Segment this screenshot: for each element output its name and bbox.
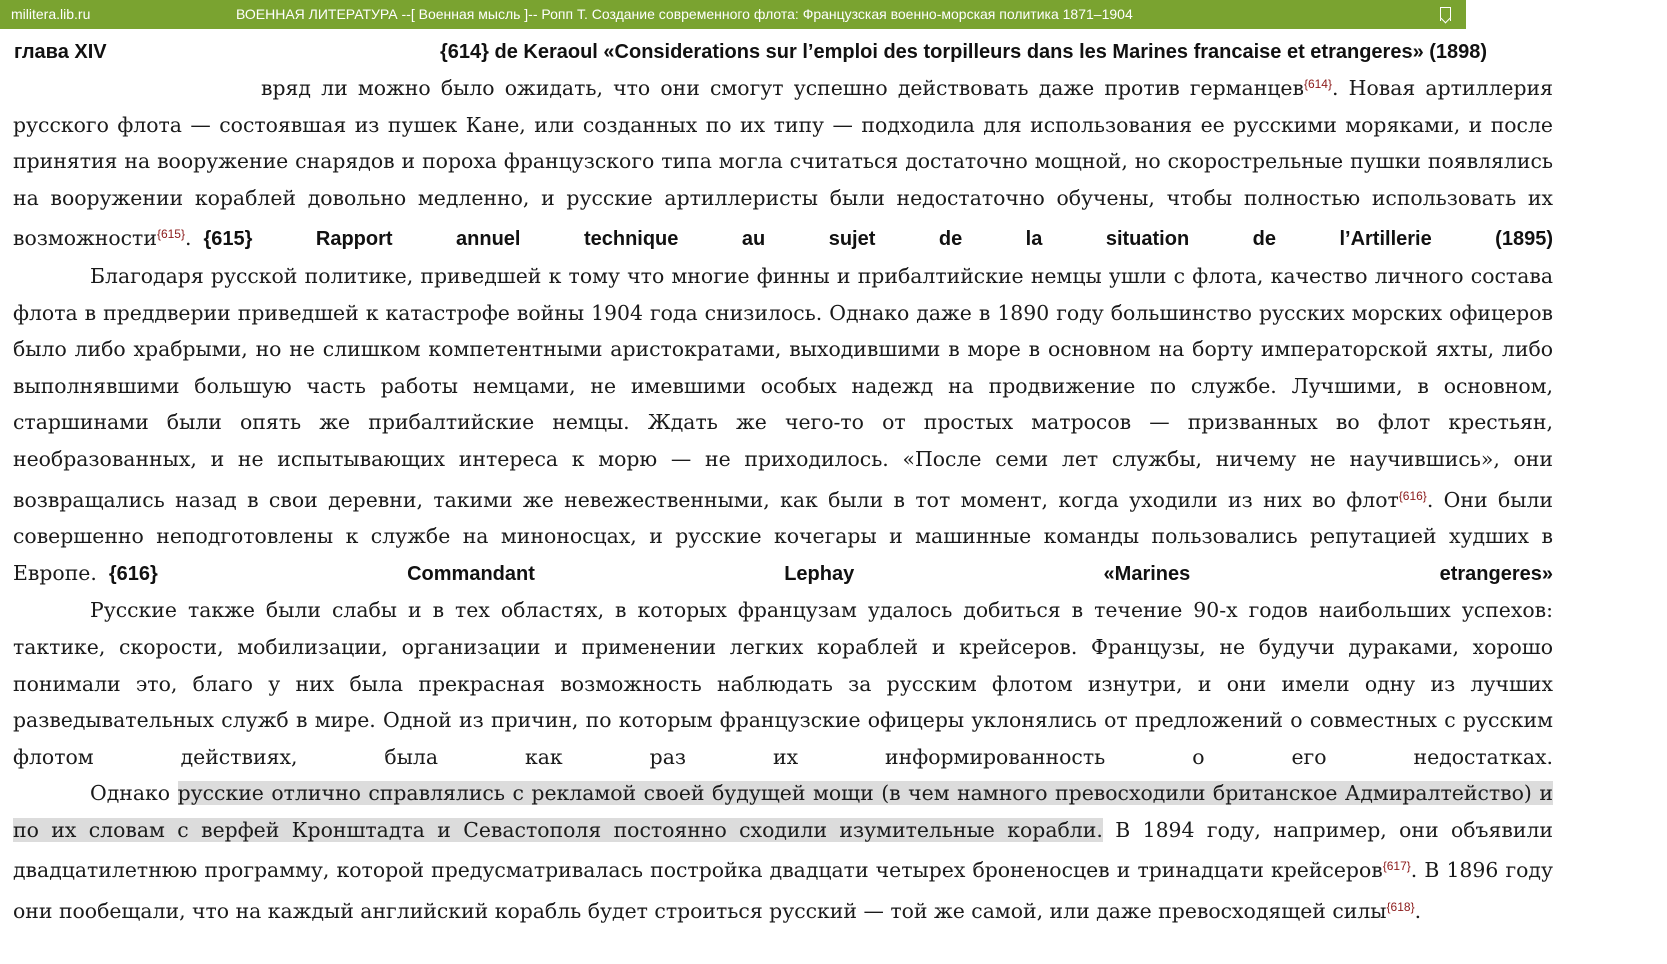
footnote-ref-618[interactable]: {618}	[1386, 900, 1415, 915]
paragraph-4: Однако русские отлично справлялись с рекламой своей будущей мощи (в чем намного превосходили британское Адмиралтейство) и по их словам с верфей Кронштадта и Севастополя постоянно сходили изумительные корабли. В 1894 году, например, они объявили двадцатилетнюю программу, которой предусматривалась постройка двадцати четырех броненосцев и тринадцати крейсеров$^{\{617\}}$. В 1896 году они пообещали, что на каждый английский корабль будет строиться русский — той же самой, или даже превосходящей силы$^{\{618\}}$.	[13, 781, 1553, 924]
footnote-ref-616[interactable]: {616}	[1398, 488, 1427, 503]
page-title: ВОЕННАЯ ЛИТЕРАТУРА --[ Военная мысль ]-- Ропп Т. Создание современного флота: Французская военно-морская политика 1871–1904	[236, 6, 1133, 22]
footnote-ref-615[interactable]: {615}	[156, 227, 185, 242]
footnote-ref-617[interactable]: {617}	[1382, 859, 1411, 874]
highlighted-text[interactable]: русские отлично справлялись с рекламой своей будущей мощи (в чем намного превосходили британское Адмиралтейство) и по их словам с верфей Кронштадта и Севастополя постоянно сходили изумительные корабли.	[13, 781, 1553, 842]
footnote-615: {615} Rapport annuel technique au sujet de la situation de l’Artillerie (1895)	[203, 228, 1553, 251]
footnote-ref-614[interactable]: {614}	[1303, 77, 1332, 91]
paragraph-2: Благодаря русской политике, приведшей к тому что многие финны и прибалтийские немцы ушли с флота, качество личного состава флота в преддверии приведшей к катастрофе войны 1904 года снизилось. Однако даже в 1890 году большинство русских морских офицеров было либо храбрыми, но не слишком компетентными аристократами, выходившими в море в основном на борту императорской яхты, либо выполнявшими большую часть работы немцами, не имевшими особых надежд на продвижение по службе. Лучшими, в основном, старшинами были опять же прибалтийские немцы. Ждать же чего-то от простых матросов — призванных во флот крестьян, необразованных, и не испытывающих интереса к морю — не приходилось. «После семи лет службы, ничему не научившись», они возвращались назад в свои деревни, такими же невежественными, как были в тот момент, когда уходили из них во флот$^{\{616\}}$. Они были совершенно неподготовлены к службе на миноносцах, и русские кочегары и машинные команды пользовались репутацией худших в Европе. {616} Commandant Lephay «Marines etrangeres»	[13, 263, 1553, 585]
footnote-614: {614} de Keraoul «Considerations sur l’emploi des torpilleurs dans les Marines francaise et etrangeres» (1898)	[440, 41, 1488, 63]
paragraph-1: вряд ли можно было ожидать, что они смогут успешно действовать даже против германцев$^{\{614\}}$. Новая артиллерия русского флота — состоявшая из пушек Кане, или созданных по их типу — подходила для использования ее русскими моряками, и после принятия на вооружение снарядов и пороха французского типа могла считаться достаточно мощной, но скорострельные пушки появлялись на вооружении кораблей довольно медленно, и русские артиллеристы были недостаточно обучены, чтобы полностью использовать их возможности$^{\{615\}}$. {615} Rapport annuel technique au sujet de la situation de l’Artillerie (1895)	[13, 76, 1553, 251]
chapter-label: глава XIV	[14, 41, 107, 63]
article-text	[13, 66, 1553, 930]
paragraph-3: Русские также были слабы и в тех областях, в которых французам удалось добиться в течение 90-х годов наибольших успехов: тактике, скорости, мобилизации, организации и применении легких кораблей и крейсеров. Французы, не будучи дураками, хорошо понимали это, благо у них была прекрасная возможность наблюдать за русским флотом изнутри, и они имели одну из лучших разведывательных служб в мире. Одной из причин, по которым французские офицеры уклонялись от предложений о совместных с русским флотом действиях, была как раз их информированность о его недостатках.	[13, 598, 1553, 769]
top-bar	[0, 0, 1466, 29]
bookmark-icon[interactable]	[1440, 7, 1451, 21]
footnote-616: {616} Commandant Lephay «Marines etrangeres»	[108, 562, 1553, 585]
site-link[interactable]: militera.lib.ru	[11, 6, 91, 22]
